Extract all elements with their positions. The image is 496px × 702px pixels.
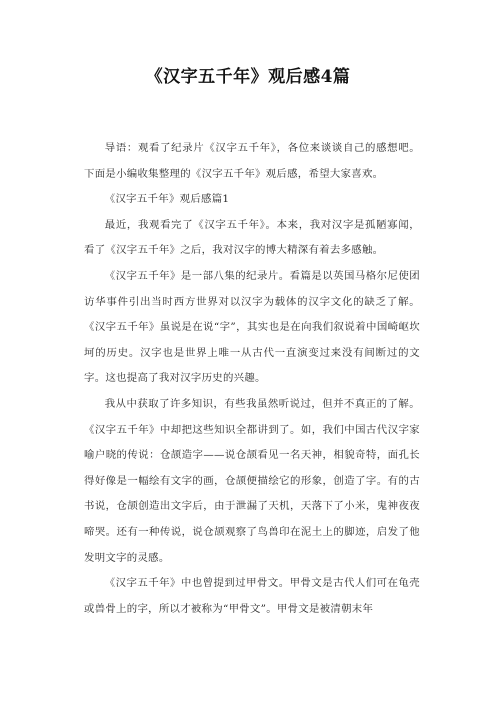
body-paragraph: 我从中获取了许多知识，有些我虽然听说过，但并不真正的了解。《汉字五千年》中却把这些知识全都讲到了。如，我们中国古代汉字家喻户晓的传说：仓颉造字——说仓颉看见一名天神，相貌奇特，面孔长得好像是一幅绘有文字的画，仓颉便描绘它的形象，创造了字。有的古书说，仓颉创造出文字后，由于泄漏了天机，天落下了小米，鬼神夜夜啼哭。还有一种传说，说仓颉观察了鸟兽印在泥土上的脚迹，启发了他发明文字的灵感。 xyxy=(84,397,420,564)
section-heading: 《汉字五千年》观后感篇1 xyxy=(104,193,230,206)
document-body xyxy=(84,136,420,622)
body-paragraph: 《汉字五千年》是一部八集的纪录片。看篇是以英国马格尔尼使团访华事件引出当时西方世界对以汉字为载体的汉字文化的缺乏了解。《汉字五千年》虽说是在说“字”，其实也是在向我们叙说着中国崎岖坎坷的历史。汉字也是世界上唯一从古代一直演变过来没有间断过的文字。这也提高了我对汉字历史的兴趣。 xyxy=(84,269,420,385)
body-paragraph: 《汉字五千年》中也曾提到过甲骨文。甲骨文是古代人们可在龟壳或兽骨上的字，所以才被称为“甲骨文”。甲骨文是被清朝末年 xyxy=(84,577,420,615)
intro-paragraph: 导语：观看了纪录片《汉字五千年》，各位来谈谈自己的感想吧。下面是小编收集整理的《汉字五千年》观后感，希望大家喜欢。 xyxy=(84,142,420,180)
document-title: 《汉字五千年》观后感4篇 xyxy=(145,67,351,87)
body-paragraph: 最近，我观看完了《汉字五千年》。本来，我对汉字是孤陋寡闻，看了《汉字五千年》之后，我对汉字的博大精深有着去多感触。 xyxy=(84,218,420,257)
